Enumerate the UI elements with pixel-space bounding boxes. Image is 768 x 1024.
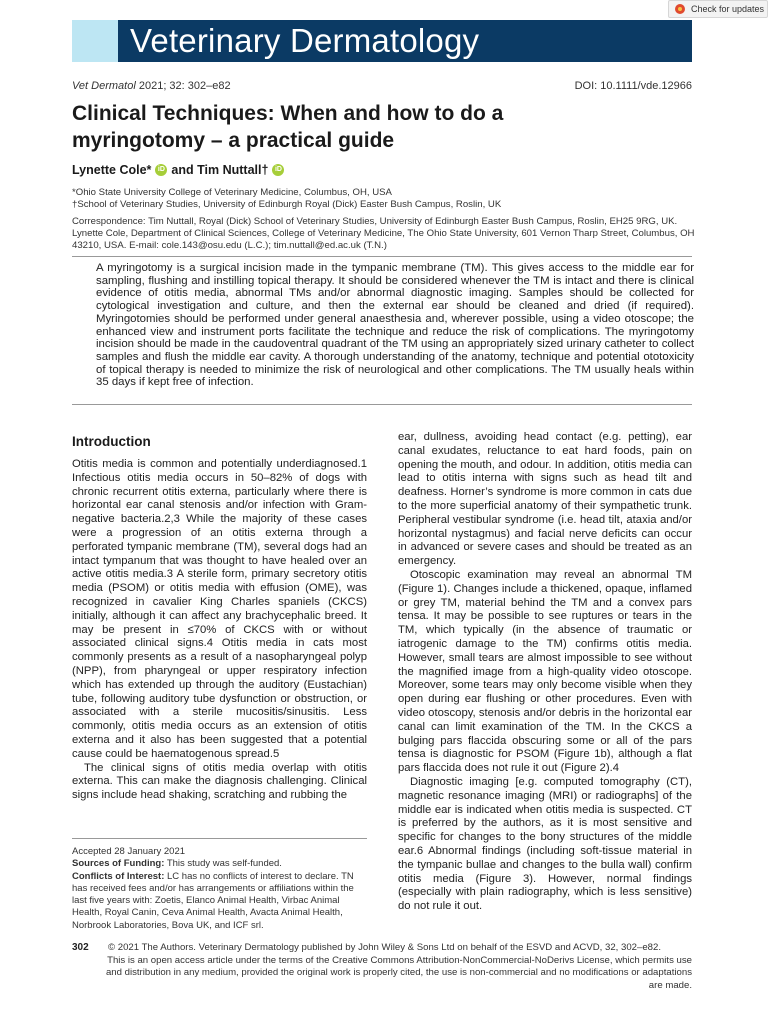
body-column-right <box>398 431 692 914</box>
affiliation-edinburgh: †School of Veterinary Studies, University of Edinburgh Royal (Dick) Easter Bush Campus, Roslin, UK <box>72 199 502 210</box>
divider <box>72 404 692 405</box>
journal-name: Veterinary Dermatology <box>130 22 480 59</box>
paragraph: Diagnostic imaging [e.g. computed tomography (CT), magnetic resonance imaging (MRI) or radiographs] of the middle ear is indicated when otitis media is suspected. CT is preferred by the authors, as it is most sensitive and specific for changes to the bony structures of the middle ear.6 Abnormal findings (including soft-tissue material in the tympanic bullae and changes to the bulla wall) confirm otitis media (Figure 3). However, normal findings (especially with plain radiography, which is less sensitive) do not rule it out. <box>398 775 692 913</box>
divider <box>72 256 692 257</box>
copyright-line: © 2021 The Authors. Veterinary Dermatology published by John Wiley & Sons Ltd on behalf of the ESVD and ACVD, 32, 302–e82. <box>108 942 662 953</box>
article-footnote <box>72 846 367 932</box>
paragraph: ear, dullness, avoiding head contact (e.g. petting), ear canal exudates, reluctance to eat hard foods, pain on opening the mouth, and odour. In addition, otitis media can lead to otitis interna with signs such as head tilt and deafness. Horner’s syndrome is more common in cats due to the more superficial anatomy of their sympathetic trunk. Peripheral vestibular syndrome (i.e. head tilt, ataxia and/or horizontal nystagmus) and facial nerve deficits can occur in advanced or severe cases and should be treated as an emergency. <box>398 431 692 568</box>
affiliation-ohio: *Ohio State University College of Veterinary Medicine, Columbus, OH, USA <box>72 187 392 198</box>
author-cole: Lynette Cole* <box>72 163 152 177</box>
conflicts-text: LC has no conflicts of interest to declare. TN has received fees and/or has arrangements or affiliations within the last five years with: Zoetis, Elanco Animal Health, Virbac Animal Health, Royal Canin, Ceva Animal Health, Avacta Animal Health, Norbrook Laboratories, Bova UK, and ICF srl. <box>72 870 354 931</box>
page-number: 302 <box>72 942 89 953</box>
funding-label: Sources of Funding: <box>72 858 165 870</box>
abstract: A myringotomy is a surgical incision made in the tympanic membrane (TM). This gives access to the middle ear for sampling, flushing and instilling topical therapy. It should be considered whenever the TM is intact and there is clinical evidence of otitis media, abnormal TMs and/or abnormal diagnostic imaging. Samples should be collected for cytological investigation and culture, and then the external ear should be cleaned and dried (if required). Myringotomies should be performed under general anaesthesia and, wherever possible, using a video otoscope; the enhanced view and instrument ports facilitate the technique and reduce the risk of complications. The myringotomy incision should be made in the caudoventral quadrant of the TM using an appropriately sized urinary catheter to collect samples and flush the middle ear cavity. A thorough understanding of the anatomy, technique and potential ototoxicity of topical therapy is needed to minimize the risk of neurological and other complications. The TM usually heals within 35 days if kept free of infection. <box>96 262 694 389</box>
citation <box>72 80 231 92</box>
masthead-accent <box>72 20 118 62</box>
orcid-icon[interactable]: iD <box>272 164 284 176</box>
open-access-notice: This is an open access article under the terms of the Creative Commons Attribution-NonCommercial-NoDerivs License, which permits use and distribution in any medium, provided the original work is properly cited, the use is non-commercial and no modifications or adaptations are made. <box>105 955 692 991</box>
footnote-divider <box>72 838 367 839</box>
section-heading-introduction: Introduction <box>72 434 151 449</box>
conflicts-note <box>72 871 367 932</box>
conflicts-label: Conflicts of Interest: <box>72 870 165 882</box>
funding-text: This study was self-funded. <box>164 858 282 870</box>
orcid-icon[interactable]: iD <box>155 164 167 176</box>
paragraph: Otitis media is common and potentially underdiagnosed.1 Infectious otitis media occurs in 50–82% of dogs with chronic recurrent otitis externa, particularly where there is horizontal ear canal stenosis and/or infection with Gram-negative bacteria.2,3 While the majority of these cases were a progression of an otitis externa through a perforated tympanic membrane (TM), several dogs had an intact tympanum that was thought to have healed over an active otitis media.3 A sterile form, primary secretory otitis media (PSOM) or otitis media with effusion (OME), was recognized in cavalier King Charles spaniels (CKCS) initially, although it can affect any brachycephalic breed. It may be present in ≤70% of CKCS with or without associated clinical signs.4 Otitis media in cats most commonly presents as a result of a nasopharyngeal polyp (NPP), from pharyngeal or upper respiratory infection which has extended up through the auditory (Eustachian) tube, following auditory tube dysfunction or obstruction, or associated with a sterile mucositis/sinusitis. Less commonly, otitis media occurs as an extension of otitis externa and it also has been suggested that a potential cause could be haematogenous spread.5 <box>72 458 367 760</box>
correspondence: Correspondence: Tim Nuttall, Royal (Dick) School of Veterinary Studies, University of Edinburgh Easter Bush Campus, Roslin, EH25 9RG, UK. Lynette Cole, Department of Clinical Sciences, College of Veterinary Medicine, The Ohio State University, 601 Vernon Tharp Street, Columbus, OH 43210, USA. E-mail: cole.143@osu.edu (L.C.); tim.nuttall@ed.ac.uk (T.N.) <box>72 216 695 251</box>
update-icon <box>675 4 685 14</box>
accepted-date: Accepted 28 January 2021 <box>72 846 186 857</box>
paragraph: Otoscopic examination may reveal an abnormal TM (Figure 1). Changes include a thickened, opaque, inflamed or grey TM, material behind the TM and a convex pars tensa. It may be possible to see ruptures or tears in the TM, which typically (in the absence of traumatic or iatrogenic damage to the TM) confirms otitis media. However, small tears are almost impossible to see without the magnified image from a high-quality video otoscope. Moreover, some tears may only become visible when they open during ear flushing or other procedures. Even with video otoscopy, stenosis and/or debris in the horizontal ear canal can limit examination of the TM. In the CKCS a bulging pars flaccida obscuring some or all of the pars tensa is diagnostic for PSOM (Figure 1b), although a flat pars flaccida does not rule it out (Figure 2).4 <box>398 568 692 775</box>
check-for-updates-button[interactable] <box>668 0 768 18</box>
article-title: Clinical Techniques: When and how to do a myringotomy – a practical guide <box>72 102 504 152</box>
body-column-left <box>72 458 367 803</box>
citation-volume: 2021; 32: 302–e82 <box>135 80 231 92</box>
paragraph: The clinical signs of otitis media overlap with otitis externa. This can make the diagnosis challenging. Clinical signs include head shaking, scratching and rubbing the <box>72 761 367 802</box>
author-line <box>72 163 284 177</box>
journal-abbrev: Vet Dermatol <box>72 80 136 92</box>
funding-note <box>72 858 367 870</box>
check-for-updates-label: Check for updates <box>691 4 765 14</box>
author-nuttall: and Tim Nuttall† <box>171 163 269 177</box>
doi-link[interactable]: DOI: 10.1111/vde.12966 <box>574 80 692 92</box>
